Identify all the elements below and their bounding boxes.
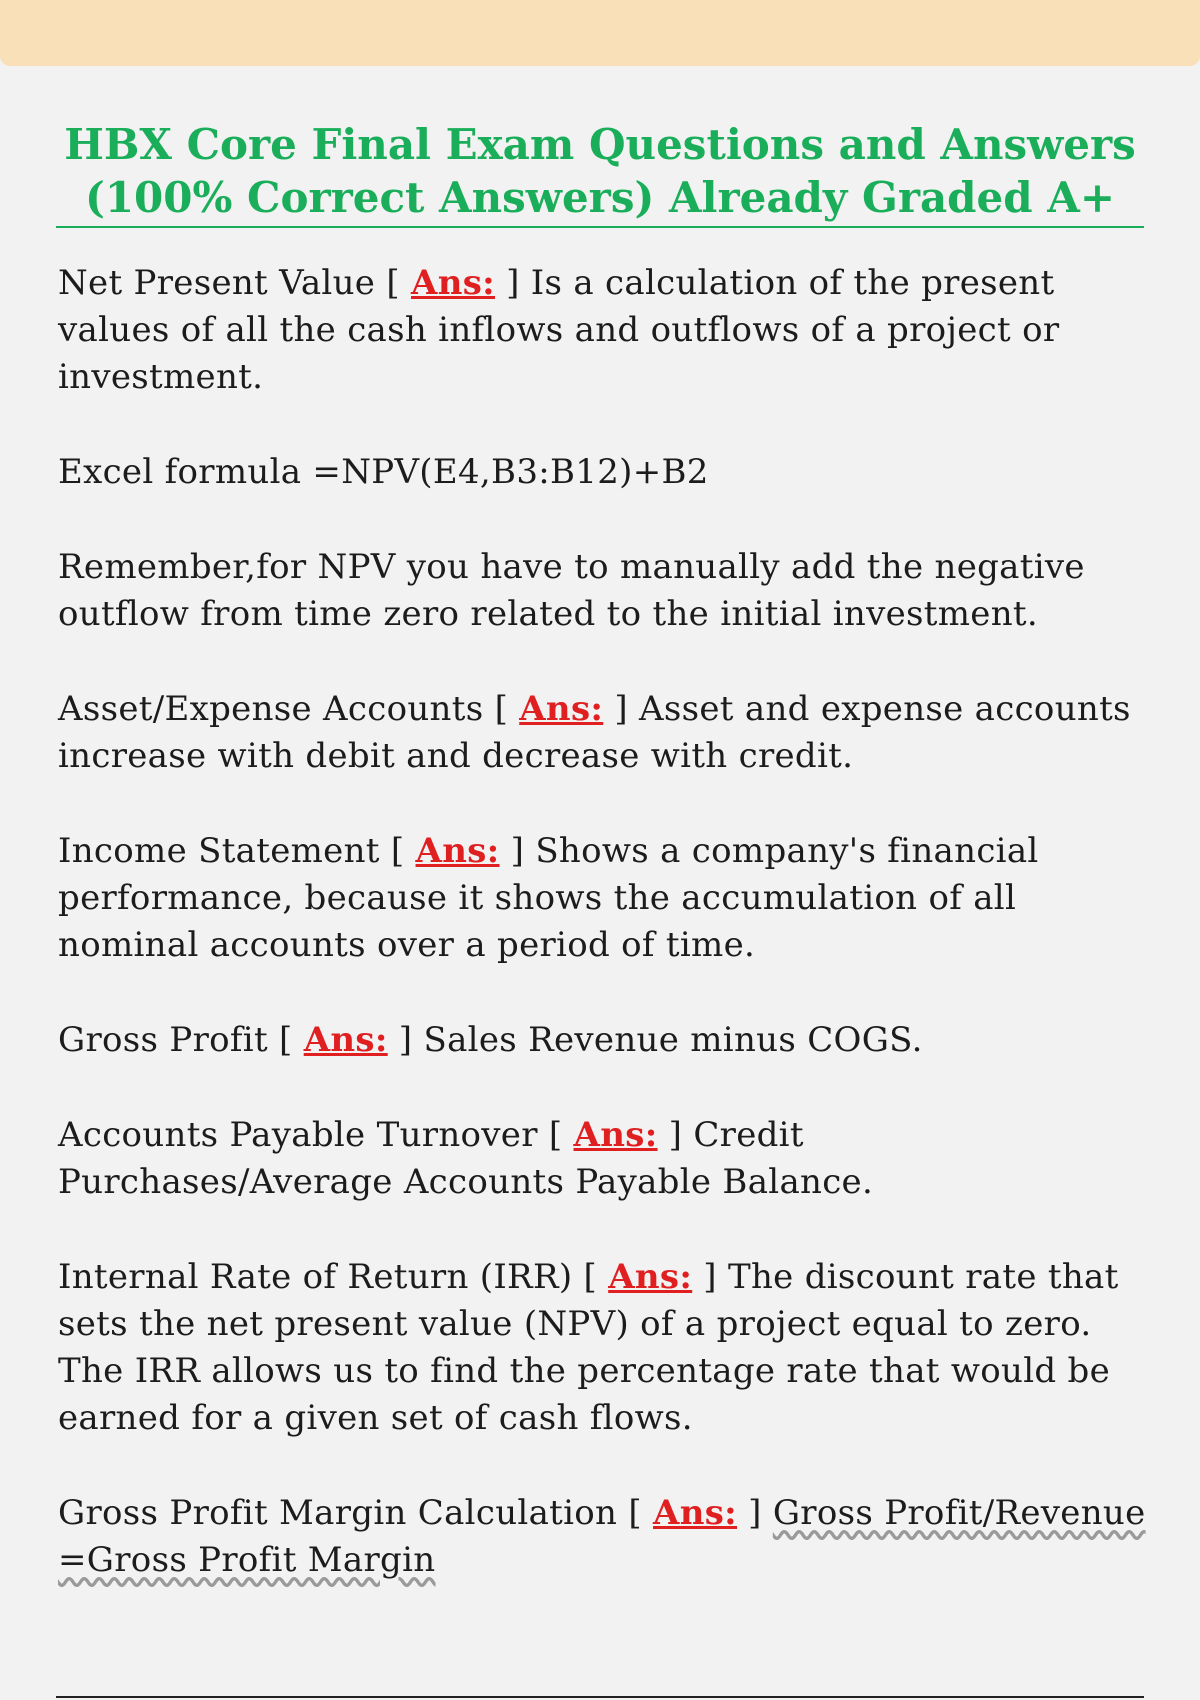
answer-marker: Ans: <box>519 689 604 729</box>
qa-answer: Credit Purchases/Average Accounts Payable Balance. <box>58 1115 874 1202</box>
answer-marker: Ans: <box>415 831 500 871</box>
qa-term: Accounts Payable Turnover <box>58 1115 538 1155</box>
qa-term: Internal Rate of Return (IRR) <box>58 1257 573 1297</box>
qa-item-income-statement: Income Statement [ Ans: ] Shows a company's financial performance, because it shows the accumulation of all nominal accounts over a period of time. <box>58 831 1039 965</box>
answer-marker: Ans: <box>411 263 496 303</box>
qa-term: Gross Profit Margin Calculation <box>58 1493 618 1533</box>
title-divider <box>56 226 1144 228</box>
qa-list <box>58 260 1148 1632</box>
answer-marker: Ans: <box>608 1257 693 1297</box>
qa-item-asset-expense-accounts: Asset/Expense Accounts [ Ans: ] Asset and expense accounts increase with debit and decrease with credit. <box>58 689 1131 776</box>
qa-term: Net Present Value <box>58 263 376 303</box>
qa-term: Asset/Expense Accounts <box>58 689 484 729</box>
qa-term: Gross Profit <box>58 1020 268 1060</box>
answer-marker: Ans: <box>303 1020 388 1060</box>
qa-answer: Shows a company's financial performance, because it shows the accumulation of all nominal accounts over a period of time. <box>58 831 1039 965</box>
qa-item-gross-profit: Gross Profit [ Ans: ] Sales Revenue minus COGS. <box>58 1020 923 1060</box>
bottom-divider <box>56 1696 1144 1698</box>
qa-answer: The discount rate that sets the net present value (NPV) of a project equal to zero. The IRR allows us to find the percentage rate that would be earned for a given set of cash flows. <box>58 1257 1119 1438</box>
qa-answer: Is a calculation of the present values of all the cash inflows and outflows of a project or investment. <box>58 263 1060 397</box>
answer-marker: Ans: <box>573 1115 658 1155</box>
qa-item-accounts-payable-turnover: Accounts Payable Turnover [ Ans: ] Credit Purchases/Average Accounts Payable Balance. <box>58 1115 874 1202</box>
qa-answer: Sales Revenue minus COGS. <box>423 1020 923 1060</box>
note-excel-formula: Excel formula =NPV(E4,B3:B12)+B2 <box>58 452 709 492</box>
answer-marker: Ans: <box>653 1493 738 1533</box>
top-banner <box>0 0 1200 66</box>
qa-item-net-present-value: Net Present Value [ Ans: ] Is a calculation of the present values of all the cash inflows and outflows of a project or investment. <box>58 263 1060 397</box>
qa-term: Income Statement <box>58 831 380 871</box>
qa-item-internal-rate-of-return: Internal Rate of Return (IRR) [ Ans: ] The discount rate that sets the net present value (NPV) of a project equal to zero. The IRR allows us to find the percentage rate that would be earned for a given set of cash flows. <box>58 1257 1119 1438</box>
qa-item-gross-profit-margin: Gross Profit Margin Calculation [ Ans: ] Gross Profit/Revenue =Gross Profit Margin <box>58 1493 1146 1580</box>
document-title: HBX Core Final Exam Questions and Answers (100% Correct Answers) Already Graded A+ <box>64 120 1136 222</box>
note-npv-reminder: Remember,for NPV you have to manually add the negative outflow from time zero related to the initial investment. <box>58 547 1085 634</box>
qa-answer: Asset and expense accounts increase with debit and decrease with credit. <box>58 689 1131 776</box>
qa-answer: Gross Profit/Revenue =Gross Profit Margin <box>58 1493 1146 1580</box>
